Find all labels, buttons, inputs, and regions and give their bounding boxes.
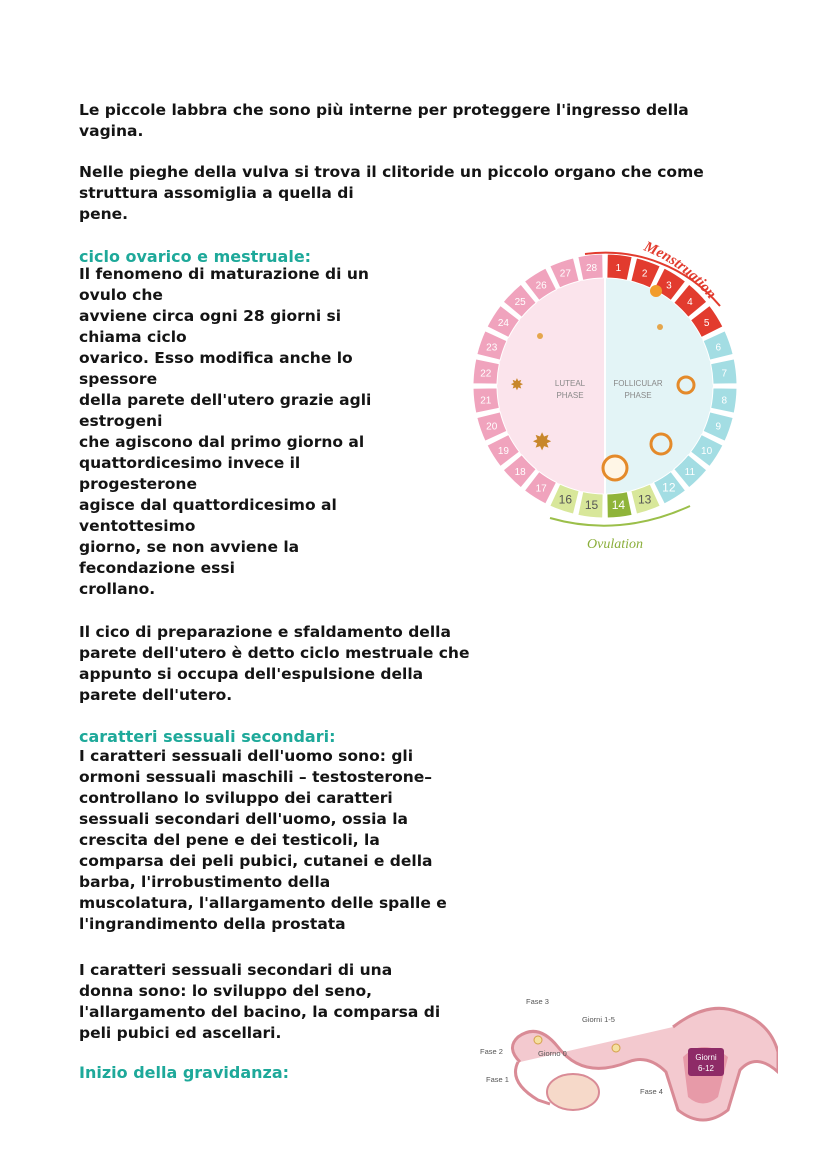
fase2-label: Fase 2 — [480, 1047, 503, 1056]
follicular-label-1: FOLLICULAR — [613, 379, 663, 388]
ovum-icon — [534, 1036, 542, 1044]
intro-paragraph-2: Nelle pieghe della vulva si trova il clitoride un piccolo organo che come struttura assomiglia a quella di pene. — [79, 163, 704, 223]
ovulation-label: Ovulation — [587, 537, 643, 552]
giorno-0-label: Giorno 0 — [538, 1049, 567, 1058]
caratteri-paragraph-2: I caratteri sessuali secondari di una donna sono: lo sviluppo del seno, l'allargamento del bacino, la comparsa di peli pubici ed ascellari. — [79, 961, 441, 1042]
cycle-day-number: 16 — [558, 492, 573, 507]
luteal-label-1: LUTEAL — [554, 379, 586, 388]
cycle-day-number: 25 — [514, 297, 526, 309]
follicle-small-icon — [657, 324, 663, 330]
cycle-day-number: 5 — [703, 318, 710, 330]
ovum-release-icon — [603, 456, 627, 480]
fase4-label: Fase 4 — [640, 1087, 663, 1096]
cycle-day-number: 27 — [559, 268, 571, 280]
cycle-day-number: 18 — [514, 466, 526, 478]
cycle-day-number: 24 — [497, 318, 509, 330]
ovum-icon — [612, 1044, 620, 1052]
corpus-luteum-small-icon — [537, 333, 543, 339]
cycle-day-number: 12 — [662, 480, 676, 495]
cycle-day-number: 6 — [715, 342, 722, 354]
cycle-day-number: 14 — [611, 498, 626, 513]
intro-paragraph-1: Le piccole labbra che sono più interne per proteggere l'ingresso della vagina. — [79, 101, 689, 140]
cycle-day-number: 9 — [715, 421, 722, 433]
menstrual-cycle-diagram — [455, 236, 755, 556]
cycle-day-number: 23 — [486, 342, 498, 354]
cycle-day-number: 28 — [586, 262, 598, 274]
corpus-luteum-large-icon: ✸ — [531, 428, 553, 456]
cycle-day-number: 1 — [615, 262, 622, 274]
giorni-6-12-label-2: 6-12 — [697, 1064, 715, 1073]
cycle-day-number: 11 — [684, 466, 696, 478]
menstruation-label: Menstruation — [641, 238, 720, 303]
fase3-label: Fase 3 — [526, 997, 549, 1006]
cycle-day-number: 21 — [480, 395, 492, 407]
cycle-day-number: 2 — [641, 268, 648, 280]
follicular-label-2: PHASE — [624, 391, 652, 400]
giorni-1-5-label: Giorni 1-5 — [582, 1015, 615, 1024]
ciclo-heading: ciclo ovarico e mestruale: — [79, 247, 312, 266]
uterus-svg — [478, 992, 778, 1137]
corpus-luteum-icon: ✸ — [510, 375, 524, 394]
cycle-wheel — [455, 236, 755, 556]
cycle-day-number: 7 — [721, 368, 728, 380]
caratteri-paragraph-1: I caratteri sessuali dell'uomo sono: gli ormoni sessuali maschili – testosterone– controllano lo sviluppo dei caratteri sessuali secondari dell'uomo, ossia la crescita del pene e dei testicoli, la comparsa dei peli pubici, cutanei e della barba, l'irrobustimento della muscolatura, l'allargamento delle spalle e l'ingrandimento della prostata — [79, 747, 447, 933]
uterus-diagram — [478, 992, 778, 1137]
cycle-day-number: 20 — [486, 421, 498, 433]
fimbriae — [516, 1062, 551, 1104]
cycle-day-number: 26 — [535, 280, 547, 292]
cycle-day-number: 4 — [687, 297, 693, 309]
ovary-shape — [547, 1074, 599, 1110]
gravidanza-heading: Inizio della gravidanza: — [79, 1063, 290, 1082]
cycle-day-number: 3 — [666, 280, 672, 292]
cycle-day-number: 19 — [497, 445, 509, 457]
luteal-label-2: PHASE — [556, 391, 584, 400]
follicle-dot-icon — [650, 285, 662, 297]
giorni-6-12-label-1: Giorni — [695, 1053, 717, 1062]
ciclo-paragraph-2: Il cico di preparazione e sfaldamento della parete dell'utero è detto ciclo mestruale che appunto si occupa dell'espulsione della parete dell'utero. — [79, 623, 470, 704]
cycle-day-number: 13 — [637, 492, 652, 507]
cycle-day-number: 15 — [584, 498, 599, 513]
cycle-day-number: 10 — [701, 445, 713, 457]
ciclo-paragraph-1: Il fenomeno di maturazione di un ovulo che avviene circa ogni 28 giorni si chiama ciclo ovarico. Esso modifica anche lo spessore della parete dell'utero grazie agli estrogeni che agiscono dal primo giorno al quattordicesimo invece il progesterone agisce dal quattordicesimo al ventottesimo giorno, se non avviene la fecondazione essi crollano. — [79, 265, 372, 598]
cycle-day-number: 22 — [480, 368, 492, 380]
fase1-label: Fase 1 — [486, 1075, 509, 1084]
cycle-day-number: 17 — [535, 483, 547, 495]
cycle-day-number: 8 — [721, 395, 728, 407]
caratteri-heading: caratteri sessuali secondari: — [79, 727, 336, 746]
